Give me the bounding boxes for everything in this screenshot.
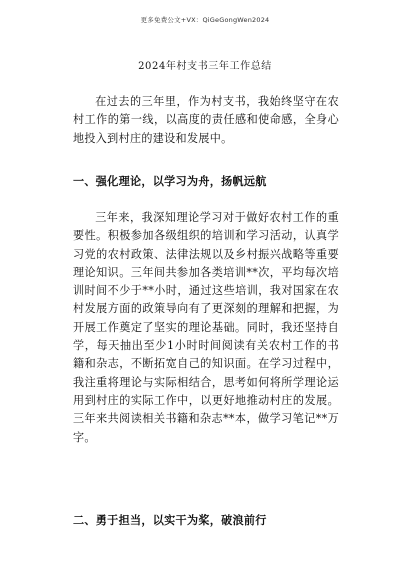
header-note: 更多免费公文+VX：QiGeGongWen2024 [140, 16, 270, 24]
intro-paragraph: 在过去的三年里，作为村支书，我始终坚守在农村工作的第一线，以高度的责任感和使命感，全身心地投入到村庄的建设和发展中。 [73, 95, 339, 145]
section-2-heading: 二、勇于担当，以实干为桨，破浪前行 [73, 514, 267, 527]
document-title: 2024年村支书三年工作总结 [138, 61, 272, 72]
section-1-block [73, 209, 339, 447]
section-1-heading: 一、强化理论，以学习为舟，扬帆远航 [73, 175, 267, 188]
section-1-paragraph: 三年来，我深知理论学习对于做好农村工作的重要性。积极参加各级组织的培训和学习活动，认真学习党的农村政策、法律法规以及乡村振兴战略等重要理论知识。三年间共参加各类培训**次，平均每次培训时间不少于**小时，通过这些培训，我对国家在农村发展方面的政策导向有了更深刻的理解和把握，为开展工作奠定了坚实的理论基础。同时，我还坚持自学，每天抽出至少1小时时间阅读有关农村工作的书籍和杂志，不断拓宽自己的知识面。在学习过程中，我注重将理论与实际相结合，思考如何将所学理论运用到村庄的实际工作中，以更好地推动村庄的发展。三年来共阅读相关书籍和杂志**本，做学习笔记**万字。 [73, 211, 339, 444]
intro-block [73, 93, 339, 148]
